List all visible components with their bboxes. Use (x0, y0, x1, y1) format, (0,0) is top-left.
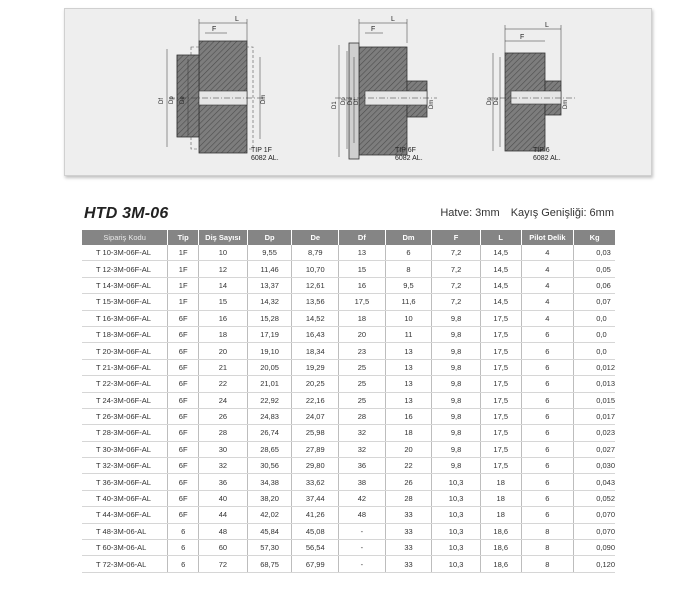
cell-df: 38 (339, 474, 386, 490)
cell-dis-sayisi: 60 (199, 540, 248, 556)
cell-dm: 33 (385, 507, 432, 523)
cell-l: 18 (480, 490, 521, 506)
drawing-tip-6 (487, 22, 575, 151)
table-row (82, 507, 615, 523)
cell-pilot-delik: 4 (521, 245, 574, 261)
cell-siparis-kodu: T 12-3M-06F-AL (82, 261, 168, 277)
cell-pilot-delik: 4 (521, 277, 574, 293)
cell-dm: 11 (385, 326, 432, 342)
cell-kg: 0,052 (574, 490, 615, 506)
cell-dp: 21,01 (247, 376, 292, 392)
cell-siparis-kodu: T 44-3M-06F-AL (82, 507, 168, 523)
cell-dis-sayisi: 22 (199, 376, 248, 392)
cell-dis-sayisi: 21 (199, 359, 248, 375)
header-dm: Dm (385, 230, 432, 245)
table-row (82, 408, 615, 424)
cell-dm: 16 (385, 408, 432, 424)
cell-f: 9,8 (432, 458, 481, 474)
cell-de: 14,52 (292, 310, 339, 326)
spec-table (82, 230, 615, 573)
cell-df: 25 (339, 392, 386, 408)
header-siparis-kodu: Sipariş Kodu (82, 230, 168, 245)
cell-dm: 22 (385, 458, 432, 474)
header-tip: Tip (168, 230, 199, 245)
product-title: HTD 3M-06 (84, 205, 169, 222)
cell-l: 14,5 (480, 261, 521, 277)
cell-pilot-delik: 6 (521, 507, 574, 523)
cell-dis-sayisi: 16 (199, 310, 248, 326)
cell-dm: 13 (385, 343, 432, 359)
cell-pilot-delik: 4 (521, 294, 574, 310)
technical-drawing-panel (64, 8, 652, 176)
cell-dp: 45,84 (247, 523, 292, 539)
cell-kg: 0,012 (574, 359, 615, 375)
cell-kg: 0,07 (574, 294, 615, 310)
cell-pilot-delik: 6 (521, 359, 574, 375)
cell-dm: 9,5 (385, 277, 432, 293)
header-dis-sayisi: Diş Sayısı (199, 230, 248, 245)
cell-de: 20,25 (292, 376, 339, 392)
dim-f: F (212, 26, 217, 33)
table-body (82, 245, 615, 572)
cell-dis-sayisi: 30 (199, 441, 248, 457)
cell-pilot-delik: 6 (521, 343, 574, 359)
cell-dp: 26,74 (247, 425, 292, 441)
cell-f: 9,8 (432, 326, 481, 342)
dim-d1: D1 (332, 101, 338, 109)
cell-tip: 6F (168, 326, 199, 342)
dim-l: L (391, 16, 395, 23)
tip-6-label (533, 147, 561, 163)
cell-de: 67,99 (292, 556, 339, 572)
cell-f: 7,2 (432, 261, 481, 277)
dim-de: De (180, 96, 186, 104)
cell-df: 20 (339, 326, 386, 342)
cell-pilot-delik: 6 (521, 376, 574, 392)
cell-siparis-kodu: T 48-3M-06-AL (82, 523, 168, 539)
cell-dp: 28,65 (247, 441, 292, 457)
cell-df: 15 (339, 261, 386, 277)
cell-df: 16 (339, 277, 386, 293)
cell-f: 9,8 (432, 408, 481, 424)
cell-siparis-kodu: T 32-3M-06F-AL (82, 458, 168, 474)
cell-dis-sayisi: 26 (199, 408, 248, 424)
dim-de: De (494, 97, 500, 105)
cell-l: 17,5 (480, 425, 521, 441)
cell-siparis-kodu: T 30-3M-06F-AL (82, 441, 168, 457)
cell-dp: 11,46 (247, 261, 292, 277)
cell-kg: 0,015 (574, 392, 615, 408)
cell-pilot-delik: 6 (521, 474, 574, 490)
cell-siparis-kodu: T 72-3M-06-AL (82, 556, 168, 572)
cell-dm: 11,6 (385, 294, 432, 310)
cell-dis-sayisi: 28 (199, 425, 248, 441)
cell-df: 25 (339, 359, 386, 375)
cell-dm: 10 (385, 310, 432, 326)
cell-f: 10,3 (432, 490, 481, 506)
table-row (82, 523, 615, 539)
cell-kg: 0,030 (574, 458, 615, 474)
cell-tip: 6F (168, 359, 199, 375)
cell-pilot-delik: 6 (521, 392, 574, 408)
cell-f: 9,8 (432, 359, 481, 375)
cell-tip: 6 (168, 523, 199, 539)
header-pilot-delik: Pilot Delik (521, 230, 574, 245)
cell-de: 10,70 (292, 261, 339, 277)
cell-kg: 0,0 (574, 326, 615, 342)
cell-de: 25,98 (292, 425, 339, 441)
cell-dis-sayisi: 24 (199, 392, 248, 408)
dim-l: L (545, 22, 549, 29)
table-row (82, 490, 615, 506)
cell-dp: 19,10 (247, 343, 292, 359)
cell-kg: 0,120 (574, 556, 615, 572)
cell-siparis-kodu: T 26-3M-06F-AL (82, 408, 168, 424)
cell-siparis-kodu: T 16-3M-06F-AL (82, 310, 168, 326)
cell-de: 45,08 (292, 523, 339, 539)
cell-tip: 1F (168, 277, 199, 293)
cell-tip: 1F (168, 261, 199, 277)
cell-kg: 0,070 (574, 523, 615, 539)
cell-l: 17,5 (480, 310, 521, 326)
cell-de: 24,07 (292, 408, 339, 424)
header-kg: Kg (574, 230, 615, 245)
cell-dis-sayisi: 20 (199, 343, 248, 359)
cell-pilot-delik: 4 (521, 310, 574, 326)
cell-kg: 0,070 (574, 507, 615, 523)
cell-siparis-kodu: T 21-3M-06F-AL (82, 359, 168, 375)
cell-f: 10,3 (432, 540, 481, 556)
cell-dm: 20 (385, 441, 432, 457)
cell-f: 7,2 (432, 277, 481, 293)
tip-6f-name: TIP 6F (395, 147, 416, 154)
cell-pilot-delik: 6 (521, 326, 574, 342)
tip-1f-name: TIP 1F (251, 147, 272, 154)
cell-dp: 30,56 (247, 458, 292, 474)
cell-kg: 0,06 (574, 277, 615, 293)
cell-pilot-delik: 8 (521, 556, 574, 572)
dim-f: F (520, 34, 525, 41)
cell-siparis-kodu: T 22-3M-06F-AL (82, 376, 168, 392)
cell-l: 18,6 (480, 556, 521, 572)
cell-dp: 42,02 (247, 507, 292, 523)
tip-6-bearing: 6082 AL. (533, 155, 561, 162)
cell-de: 18,34 (292, 343, 339, 359)
cell-kg: 0,027 (574, 441, 615, 457)
cell-pilot-delik: 8 (521, 540, 574, 556)
table-row (82, 540, 615, 556)
cell-dis-sayisi: 44 (199, 507, 248, 523)
cell-dm: 33 (385, 540, 432, 556)
cell-kg: 0,023 (574, 425, 615, 441)
cell-siparis-kodu: T 15-3M-06F-AL (82, 294, 168, 310)
product-specs (432, 207, 614, 219)
cell-de: 29,80 (292, 458, 339, 474)
cell-dis-sayisi: 40 (199, 490, 248, 506)
cell-dp: 34,38 (247, 474, 292, 490)
cell-l: 14,5 (480, 245, 521, 261)
cell-df: 42 (339, 490, 386, 506)
cell-dp: 38,20 (247, 490, 292, 506)
cell-dp: 13,37 (247, 277, 292, 293)
cell-kg: 0,0 (574, 343, 615, 359)
table-header-row (82, 230, 615, 245)
pitch-text: Hatve: 3mm (440, 207, 500, 219)
cell-tip: 6F (168, 474, 199, 490)
drawing-tip-1f (159, 16, 267, 153)
cell-dp: 14,32 (247, 294, 292, 310)
table-row (82, 474, 615, 490)
cell-kg: 0,043 (574, 474, 615, 490)
cell-tip: 6F (168, 507, 199, 523)
cell-pilot-delik: 6 (521, 441, 574, 457)
cell-pilot-delik: 6 (521, 408, 574, 424)
dim-dm: Dm (563, 99, 569, 109)
cell-l: 14,5 (480, 294, 521, 310)
cell-dis-sayisi: 36 (199, 474, 248, 490)
table-row (82, 261, 615, 277)
cell-f: 9,8 (432, 392, 481, 408)
cell-de: 8,79 (292, 245, 339, 261)
cell-dis-sayisi: 12 (199, 261, 248, 277)
cell-kg: 0,05 (574, 261, 615, 277)
table-row (82, 556, 615, 572)
cell-f: 10,3 (432, 556, 481, 572)
cell-siparis-kodu: T 20-3M-06F-AL (82, 343, 168, 359)
cell-l: 17,5 (480, 326, 521, 342)
cell-pilot-delik: 8 (521, 523, 574, 539)
cell-tip: 6F (168, 408, 199, 424)
table-row (82, 294, 615, 310)
cell-pilot-delik: 6 (521, 490, 574, 506)
cell-dis-sayisi: 32 (199, 458, 248, 474)
belt-width-text: Kayış Genişliği: 6mm (510, 207, 614, 219)
cell-dm: 33 (385, 523, 432, 539)
cell-siparis-kodu: T 28-3M-06F-AL (82, 425, 168, 441)
cell-de: 56,54 (292, 540, 339, 556)
cell-f: 7,2 (432, 245, 481, 261)
cell-siparis-kodu: T 14-3M-06F-AL (82, 277, 168, 293)
header-df: Df (339, 230, 386, 245)
cell-df: - (339, 540, 386, 556)
cell-dm: 18 (385, 425, 432, 441)
cell-l: 17,5 (480, 392, 521, 408)
cell-dp: 24,83 (247, 408, 292, 424)
cell-dis-sayisi: 15 (199, 294, 248, 310)
cell-df: 25 (339, 376, 386, 392)
cell-df: 18 (339, 310, 386, 326)
dim-de: De (348, 97, 354, 105)
cell-f: 9,8 (432, 441, 481, 457)
table-row (82, 343, 615, 359)
header-f: F (432, 230, 481, 245)
cell-tip: 6F (168, 425, 199, 441)
cell-dp: 22,92 (247, 392, 292, 408)
cell-f: 9,8 (432, 310, 481, 326)
header-dp: Dp (247, 230, 292, 245)
cell-dm: 28 (385, 490, 432, 506)
cell-tip: 6F (168, 310, 199, 326)
cell-df: 28 (339, 408, 386, 424)
cell-de: 12,61 (292, 277, 339, 293)
cell-dm: 13 (385, 392, 432, 408)
cell-df: 13 (339, 245, 386, 261)
dim-dm: Dm (261, 94, 267, 104)
cell-df: - (339, 556, 386, 572)
dim-dp: Dp (341, 97, 347, 105)
cell-kg: 0,090 (574, 540, 615, 556)
cell-dis-sayisi: 18 (199, 326, 248, 342)
cell-kg: 0,03 (574, 245, 615, 261)
cell-siparis-kodu: T 36-3M-06F-AL (82, 474, 168, 490)
header-de: De (292, 230, 339, 245)
header-l: L (480, 230, 521, 245)
cell-kg: 0,013 (574, 376, 615, 392)
dim-df: Df (159, 98, 165, 104)
cell-df: 23 (339, 343, 386, 359)
table-row (82, 359, 615, 375)
cell-l: 18 (480, 507, 521, 523)
cell-dm: 6 (385, 245, 432, 261)
tip-6-name: TIP 6 (533, 147, 550, 154)
cell-dm: 13 (385, 376, 432, 392)
cell-df: 36 (339, 458, 386, 474)
dim-dp: Dp (169, 96, 175, 104)
cell-l: 17,5 (480, 359, 521, 375)
cell-df: - (339, 523, 386, 539)
cell-df: 32 (339, 425, 386, 441)
cell-pilot-delik: 6 (521, 425, 574, 441)
cell-kg: 0,017 (574, 408, 615, 424)
table-row (82, 441, 615, 457)
cell-f: 10,3 (432, 523, 481, 539)
table-row (82, 245, 615, 261)
cell-tip: 6F (168, 376, 199, 392)
cell-tip: 6F (168, 441, 199, 457)
cell-tip: 1F (168, 245, 199, 261)
cell-tip: 6 (168, 540, 199, 556)
tip-1f-bearing: 6082 AL. (251, 155, 279, 162)
cell-dp: 17,19 (247, 326, 292, 342)
cell-dp: 57,30 (247, 540, 292, 556)
cell-l: 18 (480, 474, 521, 490)
cell-dm: 33 (385, 556, 432, 572)
table-row (82, 392, 615, 408)
cell-dis-sayisi: 48 (199, 523, 248, 539)
cell-pilot-delik: 4 (521, 261, 574, 277)
table-row (82, 326, 615, 342)
cell-df: 17,5 (339, 294, 386, 310)
cell-de: 16,43 (292, 326, 339, 342)
cell-de: 37,44 (292, 490, 339, 506)
dim-f: F (371, 26, 376, 33)
cell-siparis-kodu: T 40-3M-06F-AL (82, 490, 168, 506)
cell-kg: 0,0 (574, 310, 615, 326)
dim-dm: Dm (429, 99, 435, 109)
cell-pilot-delik: 6 (521, 458, 574, 474)
cell-dp: 15,28 (247, 310, 292, 326)
cell-f: 10,3 (432, 474, 481, 490)
cell-df: 48 (339, 507, 386, 523)
drawing-tip-6f (332, 16, 437, 159)
dim-df: Df (354, 99, 360, 105)
cell-l: 17,5 (480, 376, 521, 392)
cell-siparis-kodu: T 24-3M-06F-AL (82, 392, 168, 408)
cell-de: 41,26 (292, 507, 339, 523)
cell-tip: 6F (168, 458, 199, 474)
cell-l: 17,5 (480, 441, 521, 457)
cell-l: 18,6 (480, 523, 521, 539)
cell-dis-sayisi: 10 (199, 245, 248, 261)
table-row (82, 376, 615, 392)
dim-l: L (235, 16, 239, 23)
cell-dp: 9,55 (247, 245, 292, 261)
cell-dp: 68,75 (247, 556, 292, 572)
cell-de: 19,29 (292, 359, 339, 375)
cell-l: 18,6 (480, 540, 521, 556)
table-row (82, 310, 615, 326)
cell-f: 9,8 (432, 343, 481, 359)
cell-de: 13,56 (292, 294, 339, 310)
cell-siparis-kodu: T 18-3M-06F-AL (82, 326, 168, 342)
cell-dis-sayisi: 14 (199, 277, 248, 293)
cell-tip: 6F (168, 343, 199, 359)
cell-dm: 26 (385, 474, 432, 490)
cell-siparis-kodu: T 60-3M-06-AL (82, 540, 168, 556)
tip-6f-bearing: 6082 AL. (395, 155, 423, 162)
dim-dp: Dp (487, 97, 493, 105)
cell-f: 9,8 (432, 376, 481, 392)
cell-l: 17,5 (480, 458, 521, 474)
cell-de: 22,16 (292, 392, 339, 408)
cell-siparis-kodu: T 10-3M-06F-AL (82, 245, 168, 261)
cell-dp: 20,05 (247, 359, 292, 375)
table-row (82, 458, 615, 474)
cell-f: 7,2 (432, 294, 481, 310)
cell-l: 14,5 (480, 277, 521, 293)
cell-de: 27,89 (292, 441, 339, 457)
cell-l: 17,5 (480, 343, 521, 359)
cell-tip: 1F (168, 294, 199, 310)
cell-dm: 13 (385, 359, 432, 375)
cell-dis-sayisi: 72 (199, 556, 248, 572)
cell-dm: 8 (385, 261, 432, 277)
cell-tip: 6 (168, 556, 199, 572)
cell-f: 10,3 (432, 507, 481, 523)
table-row (82, 425, 615, 441)
cell-tip: 6F (168, 392, 199, 408)
cell-l: 17,5 (480, 408, 521, 424)
tip-1f-label (251, 147, 279, 163)
cell-tip: 6F (168, 490, 199, 506)
cell-de: 33,62 (292, 474, 339, 490)
pulley-drawings (65, 9, 651, 175)
table-row (82, 277, 615, 293)
cell-df: 32 (339, 441, 386, 457)
tip-6f-label (395, 147, 423, 163)
cell-f: 9,8 (432, 425, 481, 441)
